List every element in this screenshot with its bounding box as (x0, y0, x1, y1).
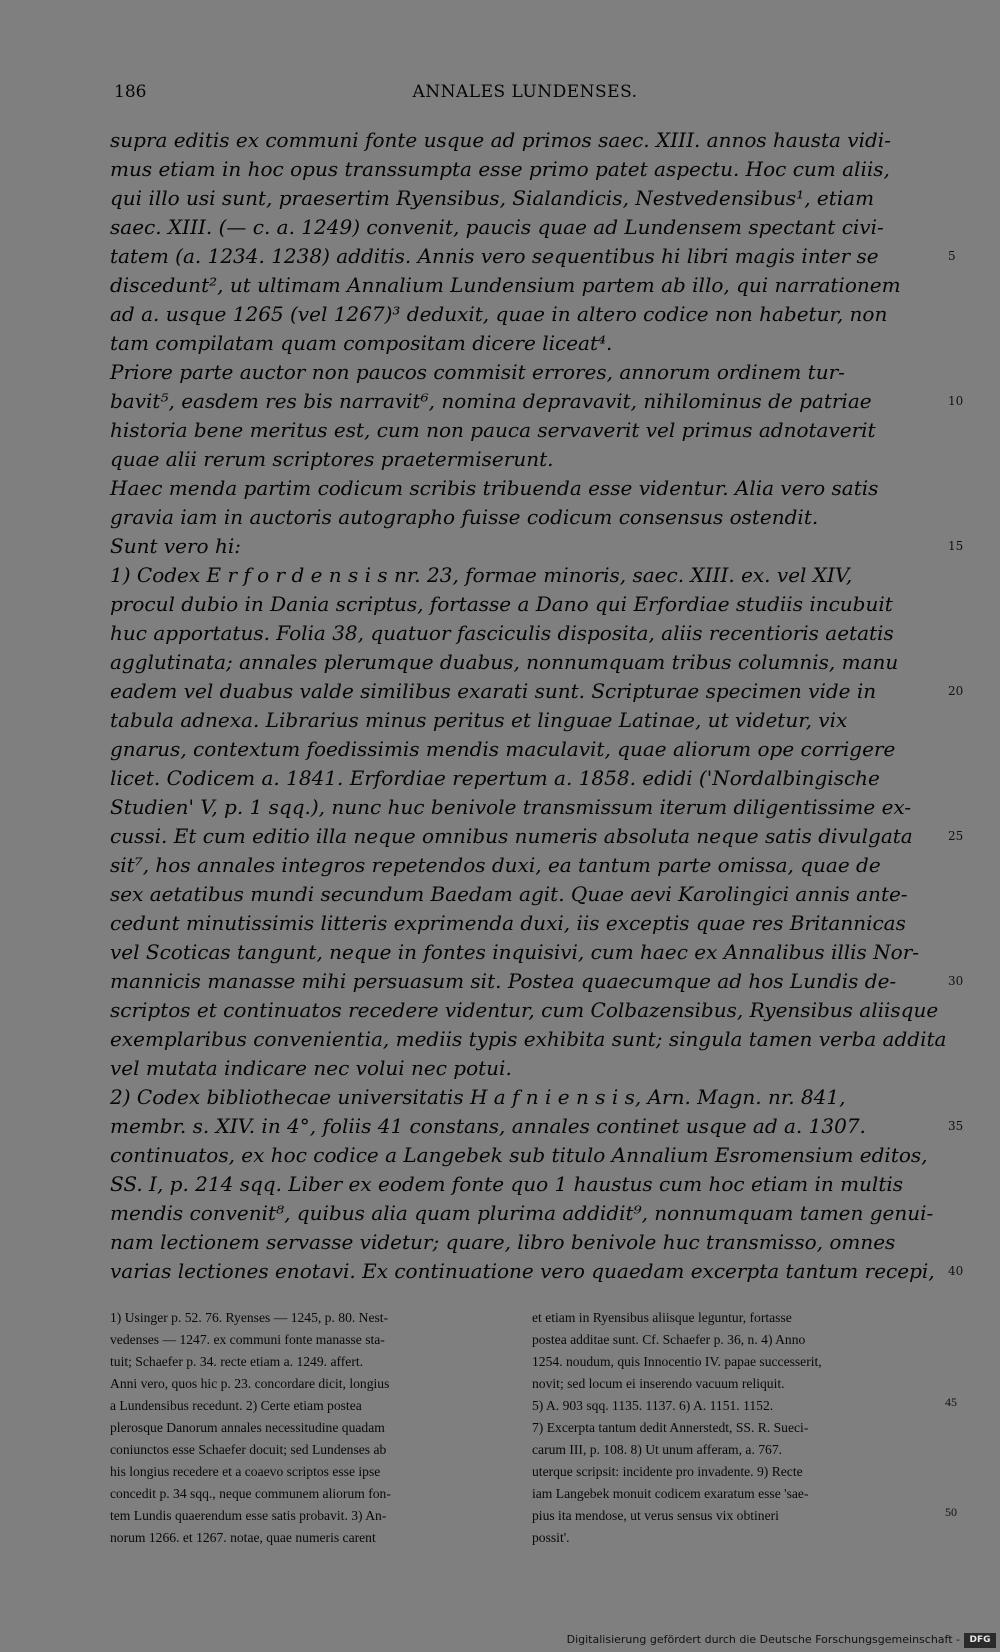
text-line: eadem vel duabus valde similibus exarati sunt. Scripturae specimen vide in 20 (110, 677, 940, 706)
footnotes-left-column (110, 1307, 510, 1549)
footnote-line: 1) Usinger p. 52. 76. Ryenses — 1245, p. 80. Nest- (110, 1310, 389, 1325)
text-line: gnarus, contextum foedissimis mendis maculavit, quae aliorum ope corrigere (110, 737, 896, 761)
text-line: SS. I, p. 214 sqq. Liber ex eodem fonte quo 1 haustus cum hoc etiam in multis (110, 1172, 904, 1196)
footnote-line: possit'. (532, 1530, 570, 1545)
text-line: gravia iam in auctoris autographo fuisse codicum consensus ostendit. (110, 505, 819, 529)
text-line: continuatos, ex hoc codice a Langebek sub titulo Annalium Esromensium editos, (110, 1143, 928, 1167)
text-line: membr. s. XIV. in 4°, foliis 41 constans, annales continet usque ad a. 1307. 35 (110, 1112, 940, 1141)
footnotes-right-column (532, 1307, 932, 1549)
text-line: mendis convenit⁸, quibus alia quam plurima addidit⁹, nonnumquam tamen genui- (110, 1201, 934, 1225)
main-text (110, 126, 964, 1286)
line-number: 35 (948, 1119, 964, 1133)
credit-text: Digitalisierung gefördert durch die Deutsche Forschungsgemeinschaft - (566, 1633, 960, 1646)
footnote-line: tuit; Schaefer p. 34. recte etiam a. 1249. affert. (110, 1354, 364, 1369)
footnote-line: postea additae sunt. Cf. Schaefer p. 36, n. 4) Anno (532, 1332, 806, 1347)
text-line: mus etiam in hoc opus transsumpta esse primo patet aspectu. Hoc cum aliis, (110, 157, 890, 181)
text-line: varias lectiones enotavi. Ex continuatione vero quaedam excerpta tantum recepi, 40 (110, 1257, 940, 1286)
text-line: tabula adnexa. Librarius minus peritus et linguae Latinae, ut videtur, vix (110, 708, 848, 732)
footnote-line-number: 50 (945, 1505, 957, 1519)
footnote-line: 1254. noudum, quis Innocentio IV. papae successerit, (532, 1354, 822, 1369)
footnote-line-number: 45 (945, 1395, 957, 1409)
line-number: 30 (948, 974, 964, 988)
page-number: 186 (114, 82, 147, 102)
text-line: vel Scoticas tangunt, neque in fontes inquisivi, cum haec ex Annalibus illis Nor- (110, 940, 920, 964)
line-number: 15 (948, 539, 964, 553)
text-line: procul dubio in Dania scriptus, fortasse a Dano qui Erfordiae studiis incubuit (110, 592, 893, 616)
credit-bar (0, 1629, 1000, 1652)
text-line: ad a. usque 1265 (vel 1267)³ deduxit, quae in altero codice non habetur, non (110, 302, 888, 326)
text-line: agglutinata; annales plerumque duabus, nonnumquam tribus columnis, manu (110, 650, 899, 674)
text-line: licet. Codicem a. 1841. Erfordiae repertum a. 1858. edidi ('Nordalbingische (110, 766, 880, 790)
footnote-line: tem Lundis quaerendum esse satis probavit. 3) An- (110, 1508, 387, 1523)
line-number: 5 (948, 249, 956, 263)
text-line: tatem (a. 1234. 1238) additis. Annis vero sequentibus hi libri magis inter se 5 (110, 242, 940, 271)
footnote-line: uterque scripsit: incidente pro invadente. 9) Recte (532, 1464, 803, 1479)
footnote-line: coniunctos esse Schaefer docuit; sed Lundenses ab (110, 1442, 387, 1457)
footnote-line: et etiam in Ryensibus aliisque leguntur, fortasse (532, 1310, 792, 1325)
footnote-line: 7) Excerpta tantum dedit Annerstedt, SS. R. Sueci- (532, 1420, 809, 1435)
text-line: scriptos et continuatos recedere videntur, cum Colbazensibus, Ryensibus aliisque (110, 998, 939, 1022)
text-line: sex aetatibus mundi secundum Baedam agit. Quae aevi Karolingici annis ante- (110, 882, 908, 906)
text-line: exemplaribus convenientia, mediis typis exhibita sunt; singula tamen verba addita (110, 1027, 947, 1051)
line-number: 25 (948, 829, 964, 843)
text-line: vel mutata indicare nec volui nec potui. (110, 1056, 512, 1080)
text-line: Haec menda partim codicum scribis tribuenda esse videntur. Alia vero satis (110, 476, 879, 500)
footnote-line: novit; sed locum ei inserendo vacuum reliquit. (532, 1376, 785, 1391)
line-number: 20 (948, 684, 964, 698)
text-line: quae alii rerum scriptores praetermiserunt. (110, 447, 554, 471)
text-line: 2) Codex bibliothecae universitatis H a f n i e n s i s, Arn. Magn. nr. 841, (110, 1085, 846, 1109)
text-line: qui illo usi sunt, praesertim Ryensibus, Sialandicis, Nestvedensibus¹, etiam (110, 186, 875, 210)
footnote-line: carum III, p. 108. 8) Ut unum afferam, a. 767. (532, 1442, 783, 1457)
text-line: discedunt², ut ultimam Annalium Lundensium partem ab illo, qui narrationem (110, 273, 901, 297)
footnote-line: concedit p. 34 sqq., neque communem aliorum fon- (110, 1486, 391, 1501)
text-line: Studien' V, p. 1 sqq.), nunc huc benivole transmissum iterum diligentissime ex- (110, 795, 912, 819)
text-line: tam compilatam quam compositam dicere liceat⁴. (110, 331, 613, 355)
text-line: bavit⁵, easdem res bis narravit⁶, nomina depravavit, nihilominus de patriae 10 (110, 387, 940, 416)
footnote-line: his longius recedere et a coaevo scriptos esse ipse (110, 1464, 381, 1479)
footnote-line: norum 1266. et 1267. notae, quae numeris carent (110, 1530, 376, 1545)
text-line: Sunt vero hi: 15 (110, 532, 940, 561)
text-line: cedunt minutissimis litteris exprimenda duxi, iis exceptis quae res Britannicas (110, 911, 906, 935)
footnote-line: pius ita mendose, ut verus sensus vix obtineri (532, 1508, 779, 1523)
text-line: historia bene meritus est, cum non pauca servaverit vel primus adnotaverit (110, 418, 876, 442)
footnote-line: a Lundensibus recedunt. 2) Certe etiam postea (110, 1398, 362, 1413)
dfg-logo: DFG (964, 1633, 996, 1648)
footnote-line: vedenses — 1247. ex communi fonte manasse sta- (110, 1332, 385, 1347)
footnote-line: iam Langebek monuit codicem exaratum esse 'sae- (532, 1486, 809, 1501)
running-title: ANNALES LUNDENSES. (412, 82, 638, 102)
footnote-line: plerosque Danorum annales necessitudine quadam (110, 1420, 385, 1435)
line-number: 40 (948, 1264, 964, 1278)
text-line: huc apportatus. Folia 38, quatuor fasciculis disposita, aliis recentioris aetatis (110, 621, 894, 645)
text-line: supra editis ex communi fonte usque ad primos saec. XIII. annos hausta vidi- (110, 128, 891, 152)
text-line: sit⁷, hos annales integros repetendos duxi, ea tantum parte omissa, quae de (110, 853, 881, 877)
text-line: saec. XIII. (— c. a. 1249) convenit, paucis quae ad Lundensem spectant civi- (110, 215, 884, 239)
footnote-line: 5) A. 903 sqq. 1135. 1137. 6) A. 1151. 1152. (532, 1398, 774, 1413)
text-line: Priore parte auctor non paucos commisit errores, annorum ordinem tur- (110, 360, 845, 384)
page-header (110, 82, 940, 112)
text-line: 1) Codex E r f o r d e n s i s nr. 23, formae minoris, saec. XIII. ex. vel XIV, (110, 563, 853, 587)
footnote-line: Anni vero, quos hic p. 23. concordare dicit, longius (110, 1376, 390, 1391)
text-line: cussi. Et cum editio illa neque omnibus numeris absoluta neque satis divulgata 25 (110, 822, 940, 851)
line-number: 10 (948, 394, 964, 408)
text-line: nam lectionem servasse videtur; quare, libro benivole huc transmisso, omnes (110, 1230, 896, 1254)
text-line: mannicis manasse mihi persuasum sit. Postea quaecumque ad hos Lundis de- 30 (110, 967, 940, 996)
